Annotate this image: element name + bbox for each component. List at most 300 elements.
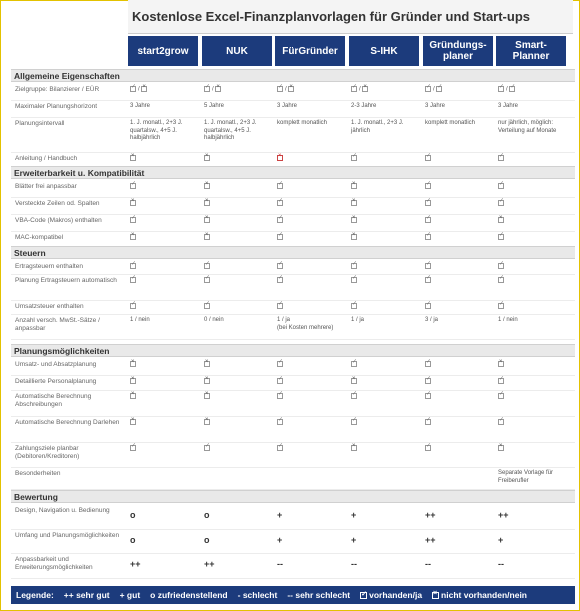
checkbox-checked-icon [425, 393, 431, 399]
checkbox-crossed-icon [204, 155, 210, 161]
checkbox-crossed-icon [351, 200, 357, 206]
checkbox-checked-icon [351, 86, 357, 92]
table-cell [277, 183, 347, 191]
checkbox-checked-icon [277, 183, 283, 189]
icon-separator: / [138, 86, 142, 93]
table-cell [130, 200, 200, 208]
table-cell [204, 393, 274, 401]
checkbox-crossed-icon [204, 234, 210, 240]
table-cell [425, 155, 495, 163]
cell-text: komplett monatlich [277, 120, 328, 126]
table-cell [425, 183, 495, 191]
table-cell [425, 317, 495, 325]
checkbox-checked-icon [130, 263, 136, 269]
table-cell [204, 120, 274, 143]
table-cell [130, 561, 200, 571]
checkbox-crossed-icon [351, 445, 357, 451]
vendor-header-1: NUK [202, 36, 272, 66]
icon-separator: / [506, 86, 510, 93]
table-cell [204, 512, 274, 522]
table-row [11, 391, 575, 417]
table-cell [498, 183, 568, 191]
row-label: Planungsintervall [15, 120, 65, 127]
table-cell [277, 561, 347, 571]
table-cell [351, 155, 421, 163]
checkbox-checked-icon [277, 200, 283, 206]
table-cell [277, 103, 347, 111]
table-cell [425, 86, 495, 94]
row-label: Detaillierte Personalplanung [15, 378, 97, 385]
table-cell [498, 393, 568, 401]
table-row [11, 232, 575, 247]
table-cell [130, 537, 200, 547]
icon-separator: / [212, 86, 216, 93]
table-cell [498, 317, 568, 325]
table-cell [277, 86, 347, 94]
table-cell [277, 303, 347, 311]
table-cell [277, 234, 347, 242]
table-cell [204, 317, 274, 325]
checkbox-checked-icon [425, 234, 431, 240]
cell-text: 1. J. monatl., 2+3 J. jährlich [351, 120, 404, 134]
table-cell [425, 217, 495, 225]
table-cell [130, 512, 200, 522]
checkbox-checked-icon [204, 263, 210, 269]
table-cell [204, 217, 274, 225]
table-cell [498, 155, 568, 163]
rating-value: + [277, 510, 283, 520]
table-cell [498, 86, 568, 94]
table-row [11, 101, 575, 118]
checkbox-checked-icon [204, 303, 210, 309]
table-cell [425, 419, 495, 427]
checkbox-checked-icon [498, 155, 504, 161]
checkbox-crossed-icon [130, 200, 136, 206]
checkbox-checked-icon [277, 303, 283, 309]
table-cell [498, 217, 568, 225]
table-cell [130, 263, 200, 271]
cell-text: 1 / ja [351, 317, 365, 323]
cell-text: 1 / nein [498, 317, 518, 323]
row-label: Anleitung / Handbuch [15, 155, 78, 162]
rating-value: + [351, 535, 357, 545]
row-label: Versteckte Zeilen od. Spalten [15, 200, 100, 207]
table-cell [498, 378, 568, 386]
checkbox-checked-icon [351, 303, 357, 309]
table-cell [277, 317, 347, 332]
rating-value: + [277, 535, 283, 545]
table-row [11, 181, 575, 198]
table-cell [351, 120, 421, 135]
table-cell [425, 263, 495, 271]
table-cell [498, 361, 568, 369]
checkbox-crossed-icon [351, 234, 357, 240]
checkbox-checked-icon [277, 378, 283, 384]
table-cell [130, 361, 200, 369]
table-cell [498, 263, 568, 271]
cell-text: nur jährlich, möglich: Verteilung auf Monate [498, 120, 557, 134]
checkbox-checked-icon [425, 200, 431, 206]
checkbox-crossed-icon [498, 445, 504, 451]
checkbox-crossed-icon [204, 393, 210, 399]
page-title: Kostenlose Excel-Finanzplanvorlagen für Gründer und Start-ups [128, 0, 573, 34]
checkbox-crossed-icon [432, 592, 439, 599]
legend-item-very-good: ++ sehr gut [63, 590, 110, 600]
cell-text: 5 Jahre [204, 103, 225, 109]
checkbox-checked-icon [130, 217, 136, 223]
table-row [11, 84, 575, 101]
checkbox-crossed-icon [362, 86, 368, 92]
rating-value: o [204, 510, 210, 520]
table-cell [425, 120, 495, 128]
checkbox-checked-icon [425, 378, 431, 384]
checkbox-checked-icon [351, 361, 357, 367]
checkbox-checked-icon [498, 263, 504, 269]
row-label: Automatische Berechnung Abschreibungen [15, 393, 92, 408]
table-cell [130, 103, 200, 111]
table-cell [498, 561, 568, 571]
checkbox-checked-icon [425, 277, 431, 283]
legend-item-satisfactory: o zufriedenstellend [150, 590, 228, 600]
checkbox-checked-icon [498, 378, 504, 384]
checkbox-checked-icon [130, 86, 136, 92]
table-cell [130, 277, 200, 285]
table-cell [277, 537, 347, 547]
table-cell [351, 419, 421, 427]
row-label: Zahlungsziele planbar (Debitoren/Kreditoren) [15, 445, 80, 460]
checkbox-checked-icon [436, 86, 442, 92]
checkbox-checked-icon [204, 445, 210, 451]
checkbox-crossed-icon [204, 217, 210, 223]
table-cell [277, 155, 347, 163]
table-row [11, 443, 575, 468]
row-label: Umsatz- und Absatzplanung [15, 361, 97, 368]
vendor-header-0: start2grow [128, 36, 198, 66]
cell-text: Separate Vorlage für Freiberufler [498, 470, 554, 484]
checkbox-checked-icon [204, 86, 210, 92]
checkbox-checked-icon [351, 263, 357, 269]
rating-value: -- [425, 559, 431, 569]
table-cell [425, 378, 495, 386]
table-cell [351, 277, 421, 285]
checkbox-crossed-icon [351, 378, 357, 384]
cell-text: 3 Jahre [425, 103, 446, 109]
cell-text: 3 / ja [425, 317, 439, 323]
table-cell [204, 419, 274, 427]
row-label: Anpassbarkeit und Erweiterungsmöglichkeiten [15, 556, 93, 571]
table-cell [130, 155, 200, 163]
table-cell [130, 393, 200, 401]
table-cell [425, 277, 495, 285]
table-cell [204, 378, 274, 386]
checkbox-checked-icon [498, 86, 504, 92]
row-label: Besonderheiten [15, 470, 61, 477]
checkbox-crossed-icon [130, 234, 136, 240]
table-cell [425, 445, 495, 453]
rating-value: -- [277, 559, 283, 569]
table-cell [204, 86, 274, 94]
table-cell [351, 200, 421, 208]
table-row [11, 505, 575, 530]
checkbox-checked-icon [277, 419, 283, 425]
row-label: Anzahl versch. MwSt.-Sätze / anpassbar [15, 317, 100, 332]
checkbox-checked-icon [277, 361, 283, 367]
table-cell [130, 86, 200, 94]
checkbox-crossed-icon [204, 200, 210, 206]
legend-item-good: + gut [119, 590, 141, 600]
cell-text: 3 Jahre [130, 103, 151, 109]
cell-text: 1. J. monatl., 2+3 J. quartalsw., 4+5 J. halbjährlich [130, 120, 183, 141]
table-cell [204, 361, 274, 369]
table-cell [351, 183, 421, 191]
legend-label: Legende: [16, 590, 54, 600]
rating-value: -- [351, 559, 357, 569]
checkbox-checked-icon [351, 419, 357, 425]
table-cell [204, 200, 274, 208]
rating-value: + [498, 535, 504, 545]
table-cell [351, 263, 421, 271]
table-row [11, 417, 575, 443]
checkbox-checked-icon [277, 263, 283, 269]
checkbox-checked-icon [498, 183, 504, 189]
table-cell [351, 234, 421, 242]
section-header: Steuern [11, 246, 575, 259]
checkbox-crossed-icon [204, 419, 210, 425]
legend-item-bad: - schlecht [237, 590, 278, 600]
rating-value: ++ [425, 510, 436, 520]
checkbox-checked-icon [204, 277, 210, 283]
row-label: VBA-Code (Makros) enthalten [15, 217, 102, 224]
rating-value: -- [498, 559, 504, 569]
checkbox-checked-icon [351, 155, 357, 161]
table-cell [425, 234, 495, 242]
table-row [11, 530, 575, 554]
checkbox-checked-icon [425, 263, 431, 269]
checkbox-checked-icon [130, 303, 136, 309]
checkbox-crossed-icon [130, 155, 136, 161]
cell-text: 0 / nein [204, 317, 224, 323]
table-cell [277, 277, 347, 285]
section-header: Allgemeine Eigenschaften [11, 69, 575, 82]
table-cell [204, 155, 274, 163]
checkbox-crossed-icon [130, 378, 136, 384]
section-header: Bewertung [11, 490, 575, 503]
row-label: Ertragsteuern enthalten [15, 263, 83, 270]
table-cell [425, 200, 495, 208]
row-label: Maximaler Planungshorizont [15, 103, 98, 110]
checkbox-checked-icon [277, 277, 283, 283]
cell-text: 2-3 Jahre [351, 103, 377, 109]
row-label: Design, Navigation u. Bedienung [15, 507, 110, 514]
table-row [11, 153, 575, 167]
table-row [11, 468, 575, 490]
vendor-header-4: Gründungs- planer [423, 36, 493, 66]
vendor-header-5: Smart- Planner [496, 36, 566, 66]
checkbox-checked-icon [498, 277, 504, 283]
checkbox-crossed-icon [130, 419, 136, 425]
table-cell [425, 393, 495, 401]
table-cell [277, 200, 347, 208]
table-cell [277, 263, 347, 271]
checkbox-checked-icon [425, 217, 431, 223]
table-cell [351, 303, 421, 311]
table-cell [351, 361, 421, 369]
checkbox-crossed-icon [277, 155, 283, 161]
table-row [11, 198, 575, 215]
checkbox-checked-icon [130, 445, 136, 451]
checkbox-checked-icon [425, 303, 431, 309]
checkbox-checked-icon [277, 217, 283, 223]
cell-text: 1 / nein [130, 317, 150, 323]
table-cell [425, 561, 495, 571]
checkbox-checked-icon [360, 592, 367, 599]
table-cell [130, 445, 200, 453]
section-header: Planungsmöglichkeiten [11, 344, 575, 357]
table-cell [277, 361, 347, 369]
table-cell [277, 120, 347, 128]
vendor-header-2: FürGründer [275, 36, 345, 66]
checkbox-checked-icon [425, 419, 431, 425]
table-cell [130, 120, 200, 143]
table-cell [498, 470, 568, 485]
checkbox-checked-icon [498, 419, 504, 425]
icon-separator: / [359, 86, 363, 93]
checkbox-crossed-icon [204, 183, 210, 189]
row-label: Zielgruppe: Bilanzierer / EÜR [15, 86, 100, 93]
rating-value: + [351, 510, 357, 520]
table-row [11, 359, 575, 376]
table-cell [130, 234, 200, 242]
checkbox-checked-icon [425, 445, 431, 451]
checkbox-crossed-icon [130, 361, 136, 367]
checkbox-checked-icon [277, 393, 283, 399]
checkbox-checked-icon [425, 183, 431, 189]
table-cell [351, 561, 421, 571]
table-cell [351, 217, 421, 225]
table-cell [130, 303, 200, 311]
table-row [11, 301, 575, 315]
checkbox-checked-icon [509, 86, 515, 92]
table-cell [204, 277, 274, 285]
checkbox-checked-icon [351, 393, 357, 399]
table-cell [498, 537, 568, 547]
row-label: MAC-kompatibel [15, 234, 64, 241]
table-cell [204, 537, 274, 547]
table-cell [204, 263, 274, 271]
checkbox-crossed-icon [351, 217, 357, 223]
table-cell [130, 317, 200, 325]
checkbox-checked-icon [425, 361, 431, 367]
table-cell [425, 103, 495, 111]
table-cell [498, 234, 568, 242]
checkbox-checked-icon [425, 155, 431, 161]
row-label: Planung Ertragsteuern automatisch [15, 277, 117, 284]
row-label: Umsatzsteuer enthalten [15, 303, 84, 310]
table-cell [351, 512, 421, 522]
table-cell [130, 217, 200, 225]
checkbox-checked-icon [277, 234, 283, 240]
checkbox-checked-icon [425, 86, 431, 92]
table-cell [277, 393, 347, 401]
rating-value: o [130, 535, 136, 545]
table-row [11, 215, 575, 232]
table-cell [277, 419, 347, 427]
checkbox-crossed-icon [351, 183, 357, 189]
table-cell [498, 277, 568, 285]
table-row [11, 376, 575, 391]
checkbox-checked-icon [351, 277, 357, 283]
checkbox-checked-icon [498, 200, 504, 206]
legend-item-no [432, 590, 527, 600]
table-cell [351, 317, 421, 325]
table-cell [498, 120, 568, 135]
row-label: Blätter frei anpassbar [15, 183, 77, 190]
row-label: Automatische Berechnung Darlehen [15, 419, 120, 426]
cell-text: 1 / ja (bei Kosten mehrere) [277, 317, 334, 331]
checkbox-crossed-icon [141, 86, 147, 92]
cell-text: 3 Jahre [498, 103, 519, 109]
table-cell [425, 361, 495, 369]
checkbox-checked-icon [277, 86, 283, 92]
table-cell [425, 537, 495, 547]
table-cell [277, 445, 347, 453]
rating-value: o [130, 510, 136, 520]
table-cell [277, 378, 347, 386]
table-cell [204, 234, 274, 242]
table-row [11, 554, 575, 579]
table-cell [351, 86, 421, 94]
legend-item-yes [360, 590, 422, 600]
table-cell [425, 512, 495, 522]
checkbox-crossed-icon [204, 361, 210, 367]
row-label: Umfang und Planungsmöglichkeiten [15, 532, 120, 539]
rating-value: ++ [498, 510, 509, 520]
checkbox-checked-icon [498, 393, 504, 399]
table-cell [498, 303, 568, 311]
table-cell [351, 378, 421, 386]
table-cell [204, 561, 274, 571]
rating-value: o [204, 535, 210, 545]
table-cell [351, 393, 421, 401]
checkbox-crossed-icon [498, 217, 504, 223]
checkbox-crossed-icon [498, 361, 504, 367]
table-cell [351, 445, 421, 453]
table-cell [204, 183, 274, 191]
checkbox-checked-icon [498, 303, 504, 309]
table-row [11, 275, 575, 301]
table-cell [204, 103, 274, 111]
rating-value: ++ [130, 559, 141, 569]
checkbox-checked-icon [130, 277, 136, 283]
section-header: Erweiterbarkeit u. Kompatibilität [11, 166, 575, 179]
table-cell [130, 419, 200, 427]
legend-yes-label: vorhanden/ja [369, 590, 423, 600]
table-cell [498, 445, 568, 453]
table-row [11, 315, 575, 340]
checkbox-crossed-icon [215, 86, 221, 92]
legend-item-very-bad: -- sehr schlecht [287, 590, 351, 600]
checkbox-crossed-icon [288, 86, 294, 92]
vendor-header-row [128, 36, 575, 66]
cell-text: komplett monatlich [425, 120, 476, 126]
table-cell [425, 303, 495, 311]
table-cell [130, 378, 200, 386]
table-cell [498, 103, 568, 111]
table-cell [277, 512, 347, 522]
table-cell [351, 103, 421, 111]
table-cell [130, 183, 200, 191]
table-cell [204, 303, 274, 311]
